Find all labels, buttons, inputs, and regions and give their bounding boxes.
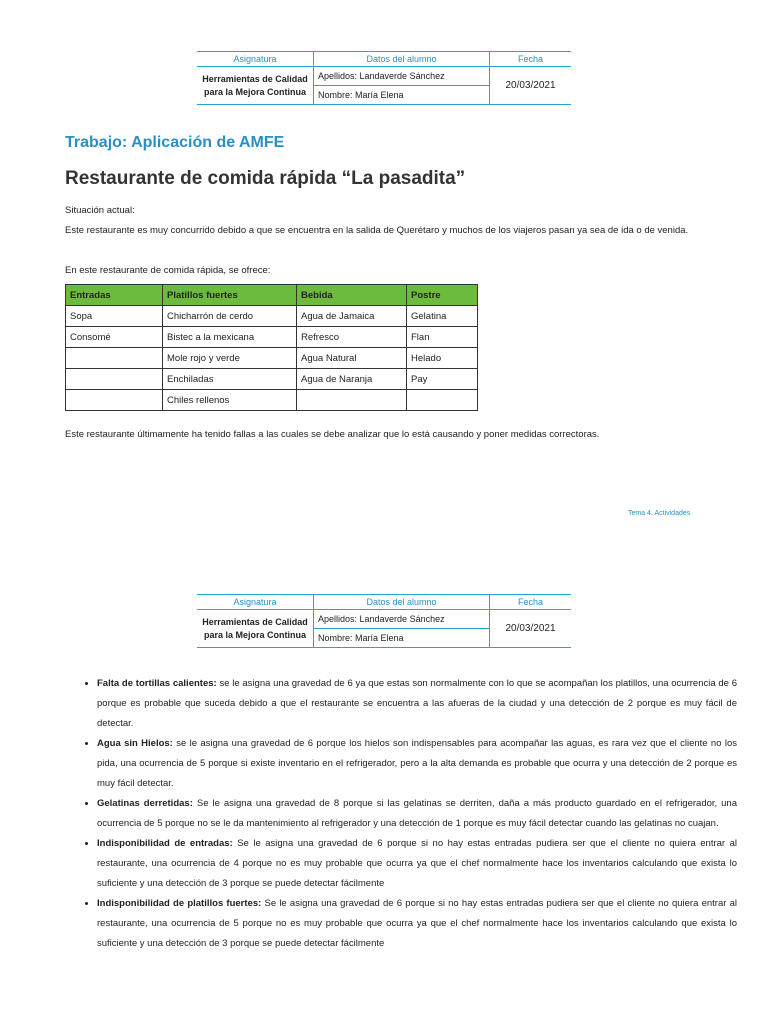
bullet-text: Se le asigna una gravedad de 6 porque si no hay estas entradas pudiera ser que el cliente no quiera entrar al restaurante, una ocurrencia de 4 porque no es muy probable que ocurra ya que el chef normalmente hace los inventarios calculando que exista lo suficiente y una detección de 3 porque se puede detectar fácilmente <box>97 838 737 889</box>
bullet-text: Se le asigna una gravedad de 6 porque si no hay estas entradas pudiera ser que el cliente no quiera entrar al restaurante, una ocurrencia de 5 porque no es muy probable que ocurra ya que el chef normalmente hace los inventarios calculando que exista lo suficiente y una detección de 3 porque se puede detectar fácilmente <box>97 898 737 949</box>
header-student-label: Datos del alumno <box>314 595 490 610</box>
table-cell: Pay <box>407 369 478 390</box>
header-subject-label: Asignatura <box>197 52 314 67</box>
situation-label: Situación actual: <box>65 205 135 216</box>
table-row <box>66 348 478 369</box>
menu-col-postre: Postre <box>407 285 478 306</box>
table-row <box>66 306 478 327</box>
subject-line2: para la Mejora Continua <box>203 86 307 97</box>
bullet-term: Falta de tortillas calientes: <box>97 678 217 689</box>
bullet-term: Gelatinas derretidas: <box>97 798 193 809</box>
page-subtitle: Restaurante de comida rápida “La pasadita” <box>65 168 466 189</box>
table-cell <box>66 390 163 411</box>
table-cell: Gelatina <box>407 306 478 327</box>
table-row <box>66 369 478 390</box>
list-item <box>97 894 737 954</box>
menu-table <box>65 284 478 411</box>
date-cell: 20/03/2021 <box>490 610 572 648</box>
student-header-table-1 <box>197 51 571 105</box>
table-cell: Agua de Naranja <box>297 369 407 390</box>
subject-cell <box>197 67 314 105</box>
table-cell: Bistec a la mexicana <box>163 327 297 348</box>
table-cell: Chiles rellenos <box>163 390 297 411</box>
bullet-term: Indisponibilidad de platillos fuertes: <box>97 898 262 909</box>
table-cell: Consomé <box>66 327 163 348</box>
subject-line1: Herramientas de Calidad <box>202 73 308 84</box>
bullet-text: se le asigna una gravedad de 6 porque los hielos son indispensables para acompañar las aguas, es rara vez que el cliente no los pida, una ocurrencia de 5 porque si existe inventario en el refrigerador, pero a la alta demanda es probable que ocurra y una detección de 2 porque es muy fácil detectar. <box>97 738 737 789</box>
subject-line2: para la Mejora Continua <box>203 629 307 640</box>
header-student-label: Datos del alumno <box>314 52 490 67</box>
table-cell <box>66 348 163 369</box>
offer-label: En este restaurante de comida rápida, se ofrece: <box>65 265 271 276</box>
list-item <box>97 834 737 894</box>
table-cell <box>66 369 163 390</box>
table-cell: Sopa <box>66 306 163 327</box>
page-footer: Tema 4. Actividades <box>628 510 691 517</box>
menu-col-platillos: Platillos fuertes <box>163 285 297 306</box>
table-row <box>66 327 478 348</box>
table-cell: Flan <box>407 327 478 348</box>
header-date-label: Fecha <box>490 595 572 610</box>
header-subject-label: Asignatura <box>197 595 314 610</box>
surname-cell: Apellidos: Landaverde Sánchez <box>314 610 490 629</box>
table-cell: Helado <box>407 348 478 369</box>
menu-col-entradas: Entradas <box>66 285 163 306</box>
date-cell: 20/03/2021 <box>490 67 572 105</box>
conclusion-paragraph: Este restaurante últimamente ha tenido fallas a las cuales se debe analizar que lo está causando y poner medidas correctoras. <box>65 429 600 440</box>
table-cell: Refresco <box>297 327 407 348</box>
list-item <box>97 794 737 834</box>
bullet-text: se le asigna una gravedad de 6 ya que estas son normalmente con lo que se acompañan los platillos, una ocurrencia de 6 porque es probable que suceda debido a que el restaurante se encuentra a las afueras de la ciudad y una detección de 2 porque es muy fácil de detectar. <box>97 678 737 729</box>
failure-modes-list <box>65 674 737 954</box>
page-title: Trabajo: Aplicación de AMFE <box>65 134 285 151</box>
table-cell <box>297 390 407 411</box>
intro-paragraph: Este restaurante es muy concurrido debido a que se encuentra en la salida de Querétaro y muchos de los viajeros pasan ya sea de ida o de venida. <box>65 225 689 236</box>
list-item <box>97 674 737 734</box>
bullet-text: Se le asigna una gravedad de 8 porque si las gelatinas se derriten, daña a más producto guardado en el refrigerador, una ocurrencia de 5 porque no se le da mantenimiento al refrigerador y una detección de 1 porque es muy fácil detectar cuando las gelatinas no cuajan. <box>97 798 738 829</box>
menu-col-bebida: Bebida <box>297 285 407 306</box>
subject-cell <box>197 610 314 648</box>
name-cell: Nombre: María Elena <box>314 86 490 105</box>
table-cell: Agua Natural <box>297 348 407 369</box>
header-date-label: Fecha <box>490 52 572 67</box>
list-item <box>97 734 737 794</box>
student-header-table-2 <box>197 594 571 648</box>
table-cell: Agua de Jamaica <box>297 306 407 327</box>
table-row <box>66 390 478 411</box>
table-cell <box>407 390 478 411</box>
table-cell: Enchiladas <box>163 369 297 390</box>
table-cell: Mole rojo y verde <box>163 348 297 369</box>
table-cell: Chicharrón de cerdo <box>163 306 297 327</box>
menu-header-row <box>66 285 478 306</box>
bullet-term: Indisponibilidad de entradas: <box>97 838 233 849</box>
subject-line1: Herramientas de Calidad <box>202 616 308 627</box>
surname-cell: Apellidos: Landaverde Sánchez <box>314 67 490 86</box>
name-cell: Nombre: María Elena <box>314 629 490 648</box>
bullet-term: Agua sin Hielos: <box>97 738 173 749</box>
